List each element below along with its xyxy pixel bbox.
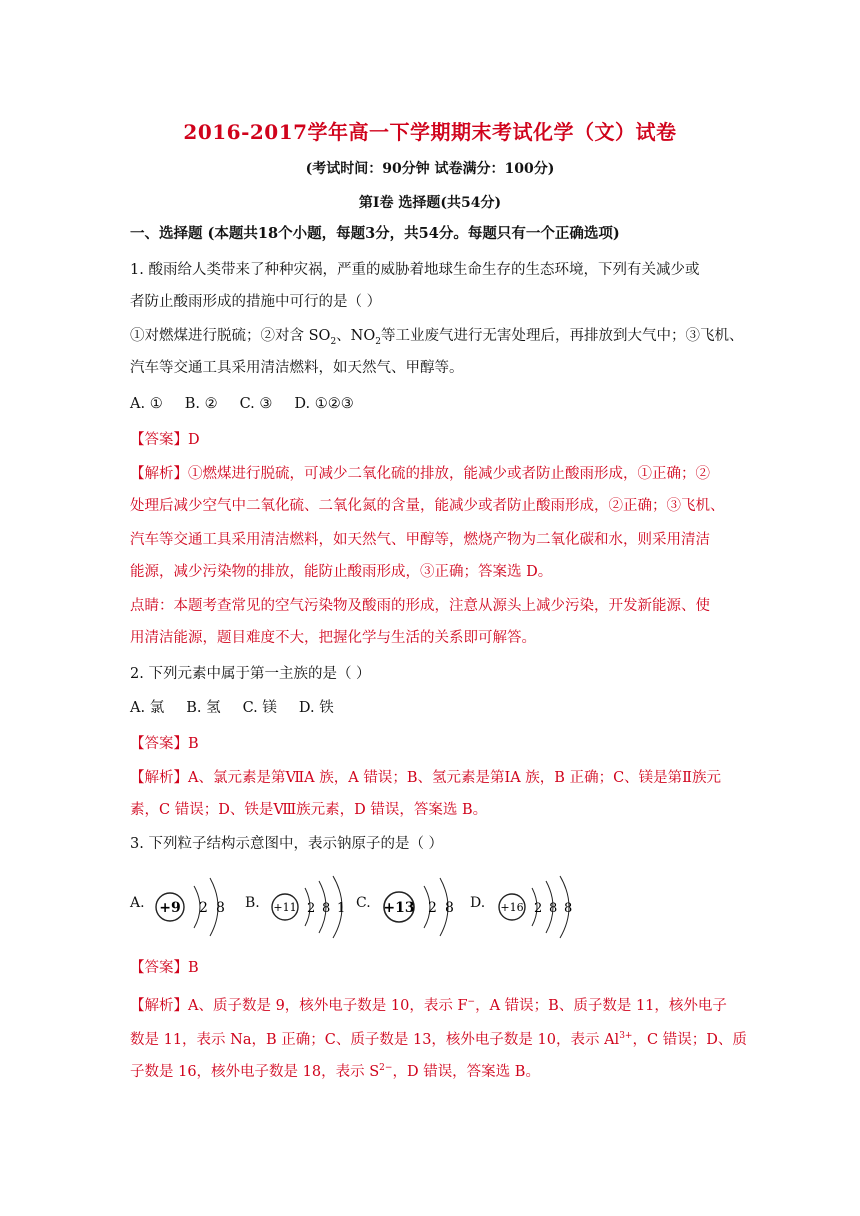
q1-option-a: A. ①: [130, 396, 163, 412]
q2-analysis-line-2: 素，C 错误；D、铁是Ⅷ族元素，D 错误，答案选 B。: [130, 802, 488, 818]
q1-measures-line-1: ①对燃煤进行脱硫；②对含 $SO_2$、$NO_2$等工业废气进行无害处理后，再排放到大气中；③飞机、: [130, 328, 744, 347]
q2-analysis-line-1: 【解析】A、氯元素是第ⅦA 族，A 错误；B、氢元素是第ⅠA 族，B 正确；C、镁是第Ⅱ族元: [130, 770, 722, 786]
q2-option-d: D. 铁: [298, 700, 334, 716]
q3-diagram-row: [130, 872, 730, 942]
atom-structure-d: [488, 872, 593, 942]
svg-text:8: 8: [322, 901, 331, 916]
atom-structure-a: [144, 872, 234, 942]
exam-title: 2016-2017学年高一下学期期末考试化学（文）试卷: [183, 120, 677, 144]
q2-option-a: A. 氯: [130, 700, 165, 716]
q2-option-c: C. 镁: [242, 700, 277, 716]
q1-option-d: D. ①②③: [294, 396, 354, 412]
svg-text:+9: +9: [159, 900, 181, 916]
q1-options: [130, 394, 730, 414]
svg-text:+16: +16: [500, 901, 524, 914]
exam-info: (考试时间：90分钟 试卷满分：100分): [305, 161, 555, 177]
svg-text:+11: +11: [273, 901, 297, 914]
svg-text:8: 8: [216, 900, 225, 916]
q1-stem-line-1: 1. 酸雨给人类带来了种种灾祸，严重的威胁着地球生命生存的生态环境，下列有关减少或: [130, 262, 700, 278]
svg-text:1: 1: [337, 901, 346, 916]
part-title: 第Ⅰ卷 选择题(共54分): [358, 195, 502, 211]
q1-option-c: C. ③: [239, 396, 273, 412]
q1-analysis-line-3: 汽车等交通工具采用清洁燃料，如天然气、甲醇等，燃烧产物为二氧化碳和水，则采用清洁: [130, 532, 710, 548]
q3-stem: 3. 下列粒子结构示意图中，表示钠原子的是（ ）: [130, 836, 444, 852]
atom-diagram-d: D. +16 2 8 8: [470, 872, 590, 942]
atom-diagram-c: C. +13 2 8: [356, 872, 466, 942]
svg-text:8: 8: [564, 901, 573, 916]
q2-options: [130, 698, 730, 718]
q2-answer: 【答案】B: [130, 736, 199, 752]
svg-text:8: 8: [549, 901, 558, 916]
q1-answer: 【答案】D: [130, 432, 200, 448]
q1-tip-line-2: 用清洁能源，题目难度不大，把握化学与生活的关系即可解答。: [130, 630, 536, 646]
q3-analysis-line-3: 子数是 16，核外电子数是 18，表示 $S^{2-}$，D 错误，答案选 B。: [130, 1063, 540, 1080]
svg-text:+13: +13: [383, 900, 415, 916]
q2-stem: 2. 下列元素中属于第一主族的是（ ）: [130, 666, 371, 682]
q2-option-b: B. 氢: [186, 700, 221, 716]
atom-diagram-a: A. +9 2 8: [130, 872, 230, 942]
atom-structure-c: [374, 872, 469, 942]
svg-text:2: 2: [307, 901, 316, 916]
svg-text:2: 2: [428, 900, 437, 916]
q3-analysis-line-1: 【解析】A、质子数是 9，核外电子数是 10，表示 F−，A 错误；B、质子数是 11，核外电子: [130, 997, 727, 1014]
svg-text:8: 8: [445, 900, 454, 916]
q1-option-b: B. ②: [184, 396, 218, 412]
atom-structure-b: [263, 872, 363, 942]
section-title: 一、选择题 (本题共18个小题，每题3分，共54分。每题只有一个正确选项): [130, 225, 620, 242]
svg-text:2: 2: [199, 900, 208, 916]
atom-diagram-b: B. +11 2 8 1: [245, 872, 355, 942]
q1-analysis-line-2: 处理后减少空气中二氧化硫、二氧化氮的含量，能减少或者防止酸雨形成，②正确；③飞机、: [130, 498, 725, 514]
q1-stem-line-2: 者防止酸雨形成的措施中可行的是（ ）: [130, 294, 382, 310]
q1-tip-line-1: 点睛：本题考查常见的空气污染物及酸雨的形成，注意从源头上减少污染，开发新能源、使: [130, 598, 710, 614]
q1-measures-line-2: 汽车等交通工具采用清洁燃料，如天然气、甲醇等。: [130, 360, 464, 376]
q1-analysis-line-1: 【解析】①燃煤进行脱硫，可减少二氧化硫的排放，能减少或者防止酸雨形成，①正确；②: [130, 466, 710, 482]
svg-text:2: 2: [534, 901, 543, 916]
q3-answer: 【答案】B: [130, 960, 199, 976]
q3-analysis-line-2: 数是 11，表示 Na，B 正确；C、质子数是 13，核外电子数是 10，表示 $Al^{3+}$，C 错误；D、质: [130, 1031, 747, 1048]
q1-analysis-line-4: 能源，减少污染物的排放，能防止酸雨形成，③正确；答案选 D。: [130, 564, 553, 580]
